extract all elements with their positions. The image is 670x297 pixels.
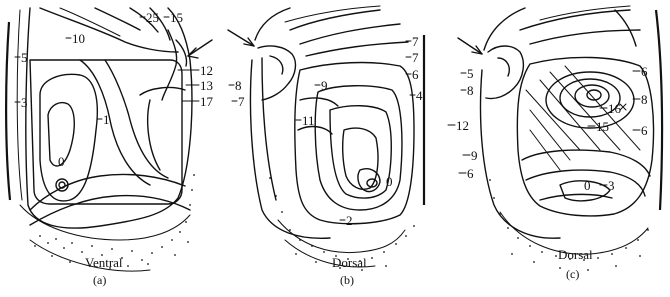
- contour-label: 6: [412, 67, 419, 82]
- contour-label: 0: [58, 154, 65, 169]
- contour-label: 8: [235, 78, 242, 93]
- panel-a-letter: (a): [93, 273, 107, 287]
- contour-label: 7: [412, 50, 419, 65]
- contour-label: 15: [170, 10, 183, 25]
- contour-label: 5: [21, 50, 28, 65]
- contour-label: 11: [302, 113, 315, 128]
- panel-b-letter: (b): [340, 273, 354, 287]
- contour-label: 2: [346, 213, 353, 228]
- panel-b-view-label: Dorsal: [332, 255, 367, 270]
- contour-label: 0: [386, 174, 393, 189]
- contour-label: 7: [412, 34, 419, 49]
- contour-label: 17: [200, 94, 213, 109]
- contour-label: 6: [641, 64, 648, 79]
- contour-label: 0: [584, 178, 591, 193]
- panel-c: [448, 6, 662, 281]
- contour-label: 12: [200, 63, 213, 78]
- contour-label: 4: [416, 88, 423, 103]
- contour-label: 12: [456, 118, 469, 133]
- contour-label: 1: [103, 112, 110, 127]
- contour-label: 3: [608, 178, 615, 193]
- panel-a-view-label: Ventral: [85, 255, 123, 270]
- contour-label: 10: [72, 31, 85, 46]
- contour-label: 3: [21, 95, 28, 110]
- contour-label: 5: [467, 66, 474, 81]
- contour-label: 8: [467, 83, 474, 98]
- contour-label: 15: [596, 119, 609, 134]
- contour-label: 16: [608, 101, 621, 116]
- contour-label: 9: [321, 78, 328, 93]
- contour-label: 7: [238, 94, 245, 109]
- contour-label: 13: [200, 78, 213, 93]
- contour-label: 6: [467, 166, 474, 181]
- contour-label: 9: [471, 148, 478, 163]
- panel-b: [228, 6, 424, 287]
- contour-label: 8: [641, 92, 648, 107]
- panel-c-letter: (c): [566, 267, 580, 281]
- contour-label: 25: [146, 10, 159, 25]
- contour-label: 6: [641, 123, 648, 138]
- panel-c-view-label: Dorsal: [558, 247, 593, 262]
- panel-a: [6, 8, 241, 287]
